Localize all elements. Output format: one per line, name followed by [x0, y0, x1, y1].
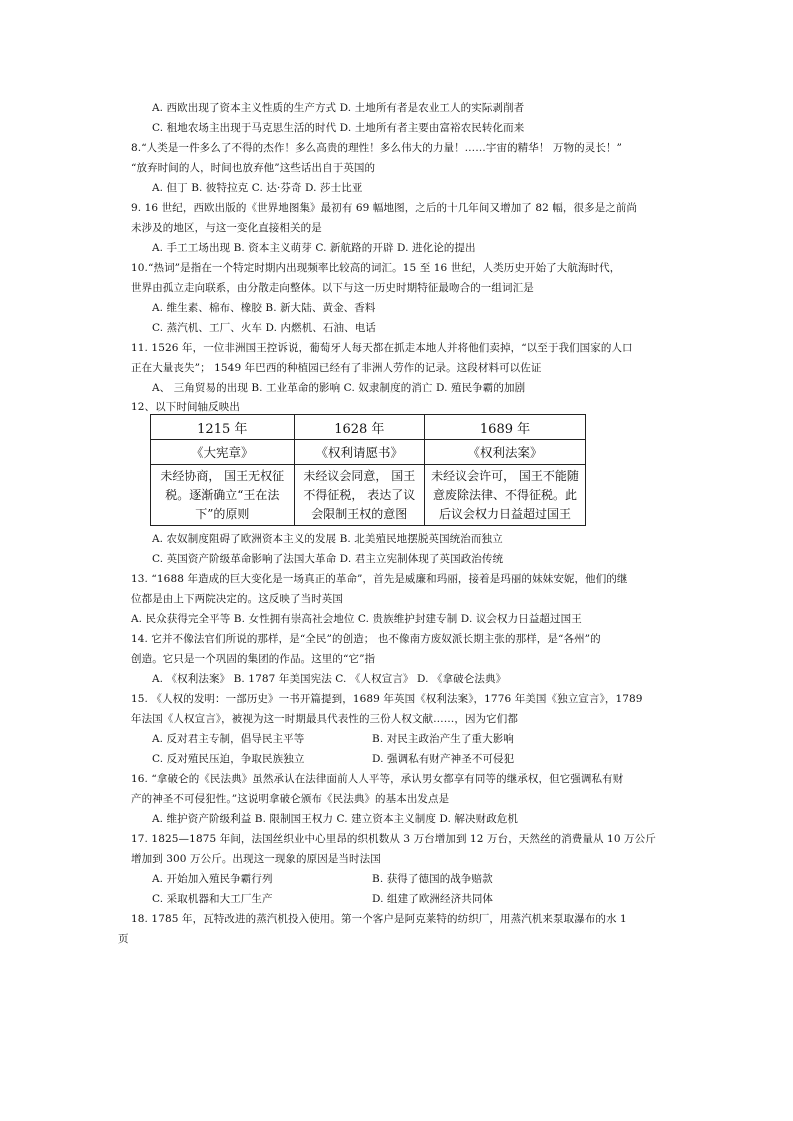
- q16-stem-line2: 产的神圣不可侵犯性。”这说明拿破仑颁布《民法典》的基本出发点是: [131, 793, 450, 805]
- q18-stem-line1: 18. 1785 年，瓦特改进的蒸汽机投入使用。第一个客户是阿克莱特的纺织厂，用蒸汽机来泵取瀑布的水 1: [131, 913, 627, 925]
- q10-options-cd: C. 蒸汽机、工厂、火车 D. 内燃机、石油、电话: [152, 322, 376, 334]
- q17-option-c: C. 采取机器和大工厂生产: [152, 893, 273, 905]
- q16-stem-line1: 16. “拿破仑的《民法典》虽然承认在法律面前人人平等，承认男女都享有同等的继承权，但它强调私有财: [131, 773, 624, 785]
- q17-option-d: D. 组建了欧洲经济共同体: [372, 893, 494, 905]
- q17-stem-line2: 增加到 300 万公斤。出现这一现象的原因是当时法国: [131, 853, 381, 865]
- q9-stem-line2: 未涉及的地区，与这一变化直接相关的是: [131, 222, 322, 234]
- content-cell: 未经议会许可， 国王不能随意废除法律、不得征税。此后议会权力日益超过国王: [425, 465, 586, 526]
- timeline-table: [150, 414, 586, 526]
- q15-option-d: D. 强调私有财产神圣不可侵犯: [372, 753, 515, 765]
- q13-stem-line2: 位都是由上下两院决定的。这反映了当时英国: [131, 593, 343, 605]
- year-cell: 1215 年: [151, 415, 295, 440]
- q17-stem-line1: 17. 1825—1875 年间，法国丝织业中心里昂的织机数从 3 万台增加到 12 万台，天然丝的消费量从 10 万公斤: [131, 833, 656, 845]
- q12-options-cd: C. 英国资产阶级革命影响了法国大革命 D. 君主立宪制体现了英国政治传统: [152, 553, 504, 565]
- year-cell: 1628 年: [294, 415, 425, 440]
- q11-options: A、 三角贸易的出现 B. 工业革命的影响 C. 奴隶制度的消亡 D. 殖民争霸的加剧: [152, 382, 526, 394]
- q14-stem-line1: 14. 它并不像法官们所说的那样，是“全民”的创造； 也不像南方废奴派长期主张的那样，是“各州”的: [131, 633, 601, 645]
- q15-option-b: B. 对民主政治产生了重大影响: [372, 733, 514, 745]
- q17-option-a: A. 开始加入殖民争霸行列: [152, 873, 273, 885]
- q7-options-cd: C. 租地农场主出现于马克思生活的时代 D. 土地所有者主要由富裕农民转化而来: [152, 122, 525, 134]
- q14-stem-line2: 创造。它只是一个巩固的集团的作品。这里的“它”指: [131, 653, 376, 665]
- doc-cell: 《权利请愿书》: [294, 440, 425, 465]
- q8-stem-line2: “放弃时间的人，时间也放弃他”这些话出自于英国的: [131, 162, 376, 174]
- q17-option-b: B. 获得了德国的战争赔款: [372, 873, 493, 885]
- timeline-docs-row: [151, 440, 586, 465]
- q10-stem-line1: 10.“热词”是指在一个特定时期内出现频率比较高的词汇。15 至 16 世纪，人类历史开始了大航海时代，: [131, 262, 621, 274]
- timeline-years-row: [151, 415, 586, 440]
- q15-option-c: C. 反对殖民压迫，争取民族独立: [152, 753, 305, 765]
- q14-options: A. 《权利法案》 B. 1787 年美国宪法 C. 《人权宣言》 D. 《拿破仑法典》: [152, 673, 507, 685]
- content-cell: 未经协商， 国王无权征税。逐渐确立“王在法下”的原则: [151, 465, 295, 526]
- timeline-contents-row: [151, 465, 586, 526]
- q8-stem-line1: 8.“人类是一件多么了不得的杰作！多么高贵的理性！多么伟大的力量！……宇宙的精华！ 万物的灵长！”: [131, 142, 622, 154]
- q8-options: A. 但丁 B. 彼特拉克 C. 达·芬奇 D. 莎士比亚: [152, 182, 363, 194]
- q15-stem-line1: 15. 《人权的发明：一部历史》一书开篇提到，1689 年英国《权利法案》，1776 年美国《独立宣言》，1789: [131, 693, 643, 705]
- q11-stem-line2: 正在大量丧失”； 1549 年巴西的种植园已经有了非洲人劳作的记录。这段材料可以佐证: [131, 362, 542, 374]
- q15-stem-line2: 年法国《人权宣言》，被视为这一时期最具代表性的三份人权文献……，因为它们都: [131, 713, 518, 725]
- q16-options: A. 维护资产阶级利益 B. 限制国王权力 C. 建立资本主义制度 D. 解决财政危机: [152, 813, 519, 825]
- q11-stem-line1: 11. 1526 年，一位非洲国王控诉说，葡萄牙人每天都在抓走本地人并将他们卖掉，“以至于我们国家的人口: [131, 342, 633, 354]
- q12-stem: 12、以下时间轴反映出: [131, 401, 240, 413]
- q13-options: A. 民众获得完全平等 B. 女性拥有崇高社会地位 C. 贵族维护封建专制 D. 议会权力日益超过国王: [131, 613, 582, 625]
- doc-cell: 《大宪章》: [151, 440, 295, 465]
- q7-options-ab: A. 西欧出现了资本主义性质的生产方式 D. 土地所有者是农业工人的实际剥削者: [152, 102, 525, 114]
- q9-options: A. 手工工场出现 B. 资本主义萌芽 C. 新航路的开辟 D. 进化论的提出: [152, 242, 476, 254]
- doc-cell: 《权利法案》: [425, 440, 586, 465]
- content-cell: 未经议会同意， 国王不得征税， 表达了议会限制王权的意图: [294, 465, 425, 526]
- year-cell: 1689 年: [425, 415, 586, 440]
- q10-options-ab: A. 维生素、棉布、橡胶 B. 新大陆、黄金、香料: [152, 302, 376, 314]
- q9-stem-line1: 9. 16 世纪，西欧出版的《世界地图集》最初有 69 幅地图，之后的十几年间又增加了 82 幅，很多是之前尚: [131, 202, 638, 214]
- q13-stem-line1: 13. “1688 年造成的巨大变化是一场真正的革命”，首先是威廉和玛丽，接着是玛丽的妹妹安妮，他们的继: [131, 573, 628, 585]
- q12-options-ab: A. 农奴制度阻碍了欧洲资本主义的发展 B. 北美殖民地摆脱英国统治而独立: [152, 533, 503, 545]
- q10-stem-line2: 世界由孤立走向联系，由分散走向整体。以下与这一历史时期特征最吻合的一组词汇是: [131, 282, 534, 294]
- q15-option-a: A. 反对君主专制，倡导民主平等: [152, 733, 305, 745]
- page-number-label: 页: [118, 933, 129, 945]
